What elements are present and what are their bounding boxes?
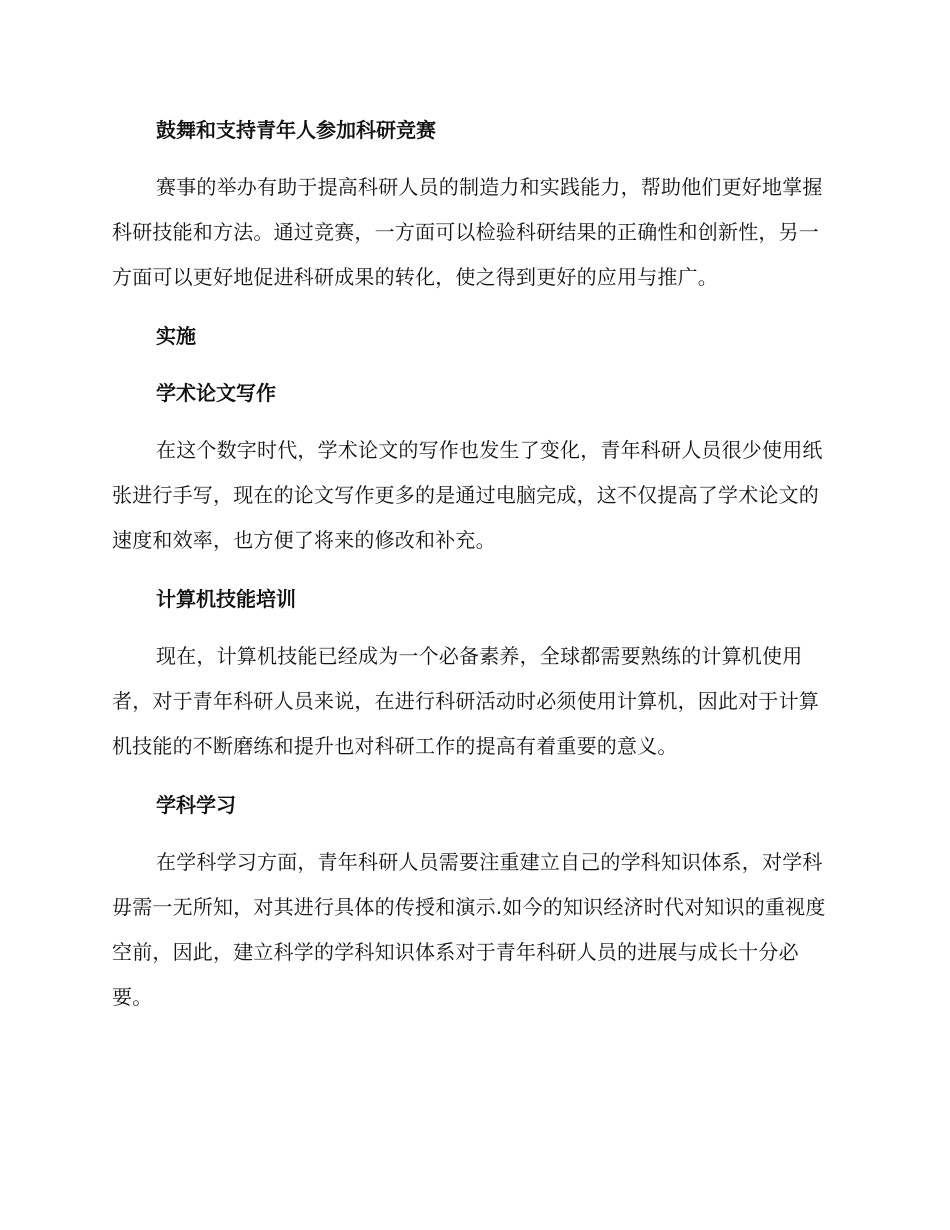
section-heading-competition: 鼓舞和支持青年人参加科研竞赛 [156, 118, 436, 142]
section-body-academic-writing: 在这个数字时代，学术论文的写作也发生了变化，青年科研人员很少使用纸张进行手写，现在的论文写作更多的是通过电脑完成，这不仅提高了学术论文的速度和效率，也方便了将来的修改和补充。 [112, 438, 823, 552]
spacer [112, 828, 838, 840]
spacer [112, 300, 838, 314]
document-content [112, 108, 838, 1020]
section-heading-subject-study: 学科学习 [156, 793, 236, 817]
section-body-subject-study: 在学科学习方面，青年科研人员需要注重建立自己的学科知识体系，对学科毋需一无所知，对其进行具体的传授和演示.如今的知识经济时代对知识的重视度空前，因此，建立科学的学科知识体系对于青年科研人员的进展与成长十分必要。 [112, 850, 826, 1009]
section-body-computer-skills: 现在，计算机技能已经成为一个必备素养，全球都需要熟练的计算机使用者，对于青年科研人员来说，在进行科研活动时必须使用计算机，因此对于计算机技能的不断磨练和提升也对科研工作的提高有着重要的意义。 [112, 644, 819, 758]
section-body-competition: 赛事的举办有助于提高科研人员的制造力和实践能力，帮助他们更好地掌握科研技能和方法。通过竞赛，一方面可以检验科研结果的正确性和创新性，另一方面可以更好地促进科研成果的转化，使之得到更好的应用与推广。 [112, 175, 823, 289]
section-heading-academic-writing: 学术论文写作 [156, 381, 276, 405]
spacer [112, 416, 838, 428]
spacer [112, 359, 838, 371]
spacer [112, 769, 838, 783]
spacer [112, 622, 838, 634]
section-heading-computer-skills: 计算机技能培训 [156, 587, 296, 611]
spacer [112, 153, 838, 165]
section-heading-implementation: 实施 [156, 324, 196, 348]
spacer [112, 563, 838, 577]
